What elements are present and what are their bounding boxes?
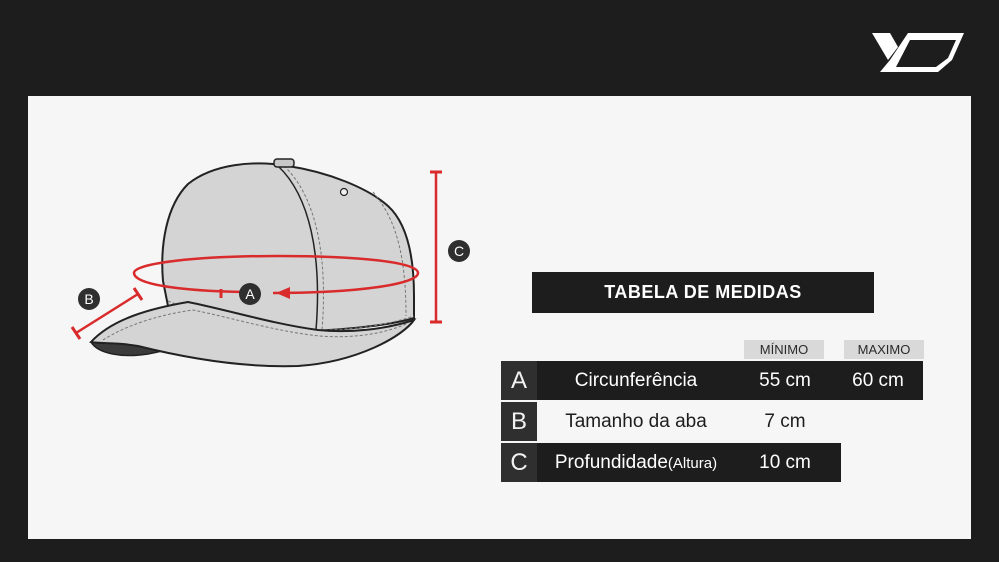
label-a-marker <box>239 283 261 305</box>
cap-illustration <box>28 96 508 396</box>
svg-text:B: B <box>84 291 94 307</box>
row-name: Circunferência <box>574 369 698 391</box>
row-letter: A <box>501 361 537 400</box>
row-min-value: 10 cm <box>759 451 811 473</box>
row-name: Profundidade(Altura) <box>554 451 718 473</box>
row-letter: C <box>501 443 537 482</box>
svg-text:A: A <box>245 286 255 302</box>
label-b-marker <box>78 288 100 310</box>
column-header-min: MÍNIMO <box>744 340 824 359</box>
brand-logo-icon <box>868 30 968 76</box>
svg-text:C: C <box>453 243 465 259</box>
label-c-marker <box>448 240 470 262</box>
table-row <box>501 402 837 441</box>
row-min-value: 7 cm <box>764 410 806 432</box>
size-chart-panel <box>28 96 971 539</box>
row-name: Tamanho da aba <box>565 410 707 432</box>
row-name-suffix: (Altura) <box>667 454 718 472</box>
row-max-value: 60 cm <box>852 369 904 391</box>
row-min-value: 55 cm <box>759 369 811 391</box>
table-row <box>501 443 841 482</box>
table-row <box>501 361 923 400</box>
column-header-max: MAXIMO <box>844 340 924 359</box>
row-letter: B <box>501 402 537 441</box>
table-title: TABELA DE MEDIDAS <box>532 272 874 313</box>
